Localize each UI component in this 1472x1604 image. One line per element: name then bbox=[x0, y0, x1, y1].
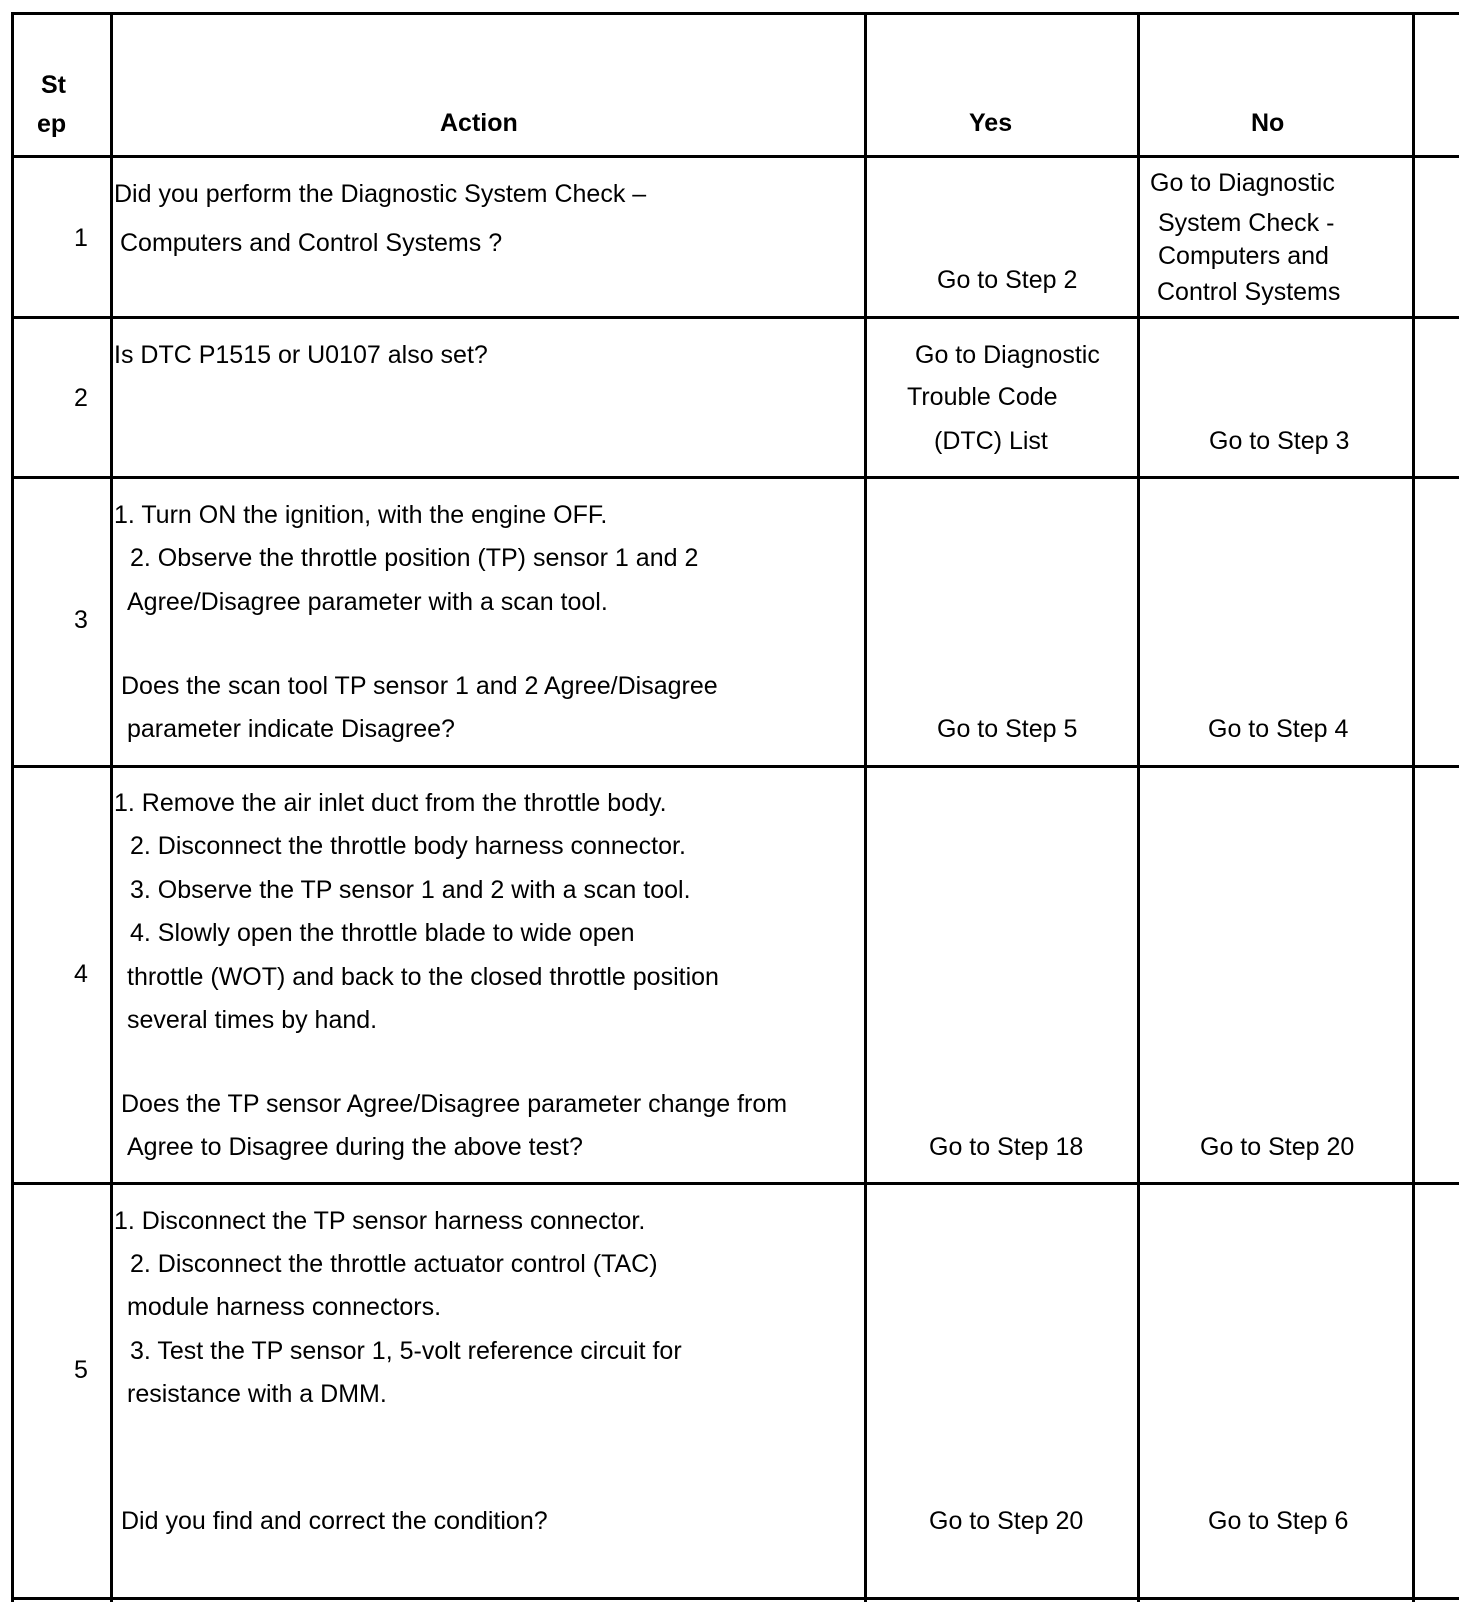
yes-line: Go to Step 2 bbox=[937, 266, 1078, 294]
row-divider-4 bbox=[11, 1182, 1459, 1185]
action-line: Does the TP sensor Agree/Disagree parameter change from bbox=[121, 1090, 788, 1118]
column-divider-step bbox=[110, 12, 113, 1602]
row-divider-3 bbox=[11, 765, 1459, 768]
no-line: System Check - bbox=[1158, 209, 1335, 237]
no-line: Go to Diagnostic bbox=[1150, 169, 1335, 197]
action-line: throttle (WOT) and back to the closed throttle position bbox=[127, 963, 719, 991]
no-line: Go to Step 6 bbox=[1208, 1507, 1349, 1535]
row-divider-2 bbox=[11, 476, 1459, 479]
step-number: 3 bbox=[74, 606, 88, 634]
row-divider-1 bbox=[11, 316, 1459, 319]
no-line: Go to Step 20 bbox=[1200, 1133, 1355, 1161]
action-line: 2. Observe the throttle position (TP) sensor 1 and 2 bbox=[130, 544, 699, 572]
table-border-left bbox=[11, 12, 14, 1602]
action-line: parameter indicate Disagree? bbox=[127, 715, 455, 743]
action-line: Did you perform the Diagnostic System Check – bbox=[114, 180, 647, 208]
header-step-line2: ep bbox=[37, 110, 67, 138]
action-line: module harness connectors. bbox=[127, 1293, 442, 1321]
action-line: 2. Disconnect the throttle actuator control (TAC) bbox=[130, 1250, 658, 1278]
table-border-top bbox=[11, 12, 1459, 15]
action-line: 1. Disconnect the TP sensor harness connector. bbox=[114, 1207, 646, 1235]
table-border-right bbox=[1412, 12, 1415, 1602]
table-border-bottom bbox=[11, 1597, 1459, 1600]
yes-line: (DTC) List bbox=[934, 427, 1048, 455]
action-line: 1. Remove the air inlet duct from the throttle body. bbox=[114, 789, 667, 817]
action-line: several times by hand. bbox=[127, 1006, 378, 1034]
yes-line: Trouble Code bbox=[907, 383, 1058, 411]
step-number: 4 bbox=[74, 960, 88, 988]
action-line: Is DTC P1515 or U0107 also set? bbox=[114, 341, 488, 369]
header-yes: Yes bbox=[969, 109, 1013, 137]
action-line: 3. Test the TP sensor 1, 5-volt reference circuit for bbox=[130, 1337, 682, 1365]
row-divider-header bbox=[11, 155, 1459, 158]
action-line: Agree to Disagree during the above test? bbox=[127, 1133, 583, 1161]
yes-line: Go to Step 20 bbox=[929, 1507, 1084, 1535]
action-line: resistance with a DMM. bbox=[127, 1380, 387, 1408]
column-divider-action bbox=[864, 12, 867, 1602]
step-number: 1 bbox=[74, 224, 88, 252]
action-line: Does the scan tool TP sensor 1 and 2 Agree/Disagree bbox=[121, 672, 718, 700]
action-line: 1. Turn ON the ignition, with the engine OFF. bbox=[114, 501, 608, 529]
no-line: Go to Step 4 bbox=[1208, 715, 1349, 743]
action-line: Did you find and correct the condition? bbox=[121, 1507, 548, 1535]
yes-line: Go to Step 5 bbox=[937, 715, 1078, 743]
header-step-line1: St bbox=[41, 71, 66, 99]
yes-line: Go to Step 18 bbox=[929, 1133, 1084, 1161]
header-no: No bbox=[1251, 109, 1285, 137]
action-line: 4. Slowly open the throttle blade to wide open bbox=[130, 919, 635, 947]
step-number: 5 bbox=[74, 1356, 88, 1384]
yes-line: Go to Diagnostic bbox=[915, 341, 1100, 369]
step-number: 2 bbox=[74, 384, 88, 412]
column-divider-yes bbox=[1137, 12, 1140, 1602]
no-line: Go to Step 3 bbox=[1209, 427, 1350, 455]
action-line: 2. Disconnect the throttle body harness connector. bbox=[130, 832, 686, 860]
no-line: Control Systems bbox=[1157, 278, 1341, 306]
diagnostic-table bbox=[11, 12, 1459, 1602]
action-line: 3. Observe the TP sensor 1 and 2 with a scan tool. bbox=[130, 876, 691, 904]
header-action: Action bbox=[440, 109, 518, 137]
no-line: Computers and bbox=[1158, 242, 1329, 270]
action-line: Computers and Control Systems ? bbox=[120, 229, 503, 257]
action-line: Agree/Disagree parameter with a scan tool. bbox=[127, 588, 608, 616]
